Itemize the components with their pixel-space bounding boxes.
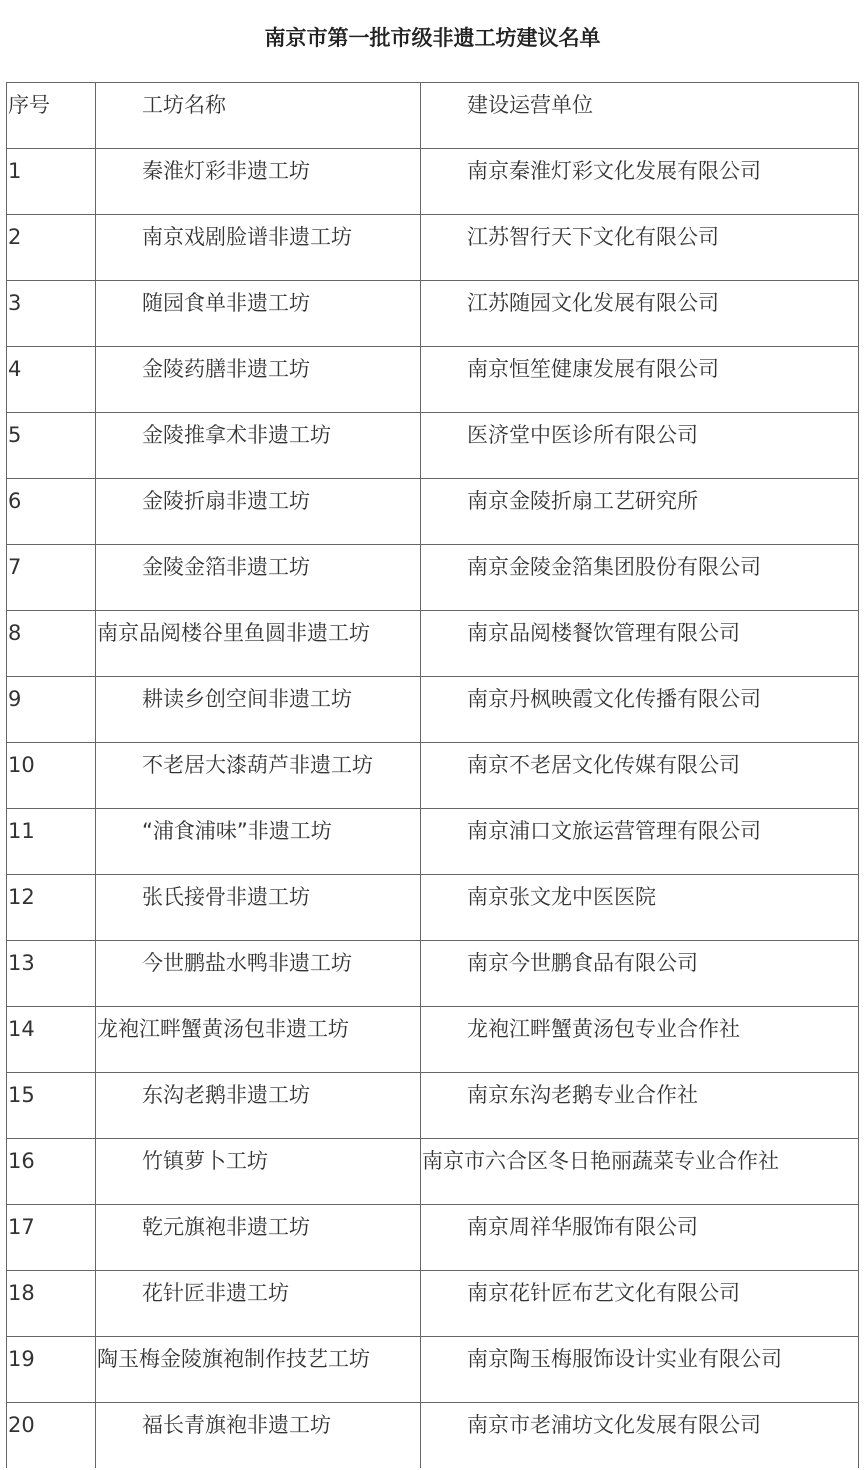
table-row bbox=[7, 941, 859, 1007]
table-row bbox=[7, 743, 859, 809]
cell-name: 金陵药膳非遗工坊 bbox=[96, 347, 421, 413]
cell-seq: 10 bbox=[7, 743, 96, 809]
table-header-row bbox=[7, 83, 859, 149]
cell-seq: 17 bbox=[7, 1205, 96, 1271]
cell-unit: 南京张文龙中医医院 bbox=[421, 875, 859, 941]
table-row bbox=[7, 1205, 859, 1271]
cell-unit: 南京不老居文化传媒有限公司 bbox=[421, 743, 859, 809]
cell-name: 张氏接骨非遗工坊 bbox=[96, 875, 421, 941]
cell-seq: 5 bbox=[7, 413, 96, 479]
cell-unit: 南京丹枫映霞文化传播有限公司 bbox=[421, 677, 859, 743]
cell-seq: 9 bbox=[7, 677, 96, 743]
table-row bbox=[7, 413, 859, 479]
cell-unit: 南京今世鹏食品有限公司 bbox=[421, 941, 859, 1007]
header-unit: 建设运营单位 bbox=[421, 83, 859, 149]
cell-unit: 南京秦淮灯彩文化发展有限公司 bbox=[421, 149, 859, 215]
cell-name: 今世鹏盐水鸭非遗工坊 bbox=[96, 941, 421, 1007]
cell-name: 竹镇萝卜工坊 bbox=[96, 1139, 421, 1205]
table-row bbox=[7, 1403, 859, 1469]
table-row bbox=[7, 809, 859, 875]
cell-name: 陶玉梅金陵旗袍制作技艺工坊 bbox=[96, 1337, 421, 1403]
cell-seq: 15 bbox=[7, 1073, 96, 1139]
table-row bbox=[7, 215, 859, 281]
cell-seq: 18 bbox=[7, 1271, 96, 1337]
workshop-table bbox=[6, 82, 859, 1468]
cell-name: 南京戏剧脸谱非遗工坊 bbox=[96, 215, 421, 281]
cell-name: 花针匠非遗工坊 bbox=[96, 1271, 421, 1337]
table-row bbox=[7, 347, 859, 413]
cell-unit: 南京市六合区冬日艳丽蔬菜专业合作社 bbox=[421, 1139, 859, 1205]
cell-name: 秦淮灯彩非遗工坊 bbox=[96, 149, 421, 215]
document-title: 南京市第一批市级非遗工坊建议名单 bbox=[264, 26, 601, 50]
cell-name: “浦食浦味”非遗工坊 bbox=[96, 809, 421, 875]
header-name: 工坊名称 bbox=[96, 83, 421, 149]
table-row bbox=[7, 1139, 859, 1205]
cell-seq: 13 bbox=[7, 941, 96, 1007]
cell-unit: 南京恒笙健康发展有限公司 bbox=[421, 347, 859, 413]
cell-unit: 南京浦口文旅运营管理有限公司 bbox=[421, 809, 859, 875]
cell-unit: 南京陶玉梅服饰设计实业有限公司 bbox=[421, 1337, 859, 1403]
cell-seq: 20 bbox=[7, 1403, 96, 1469]
cell-seq: 3 bbox=[7, 281, 96, 347]
table-row bbox=[7, 545, 859, 611]
cell-name: 南京品阅楼谷里鱼圆非遗工坊 bbox=[96, 611, 421, 677]
cell-name: 不老居大漆葫芦非遗工坊 bbox=[96, 743, 421, 809]
cell-unit: 南京东沟老鹅专业合作社 bbox=[421, 1073, 859, 1139]
cell-unit: 南京市老浦坊文化发展有限公司 bbox=[421, 1403, 859, 1469]
table-row bbox=[7, 149, 859, 215]
cell-unit: 南京品阅楼餐饮管理有限公司 bbox=[421, 611, 859, 677]
cell-seq: 6 bbox=[7, 479, 96, 545]
cell-unit: 江苏随园文化发展有限公司 bbox=[421, 281, 859, 347]
table-row bbox=[7, 281, 859, 347]
cell-name: 乾元旗袍非遗工坊 bbox=[96, 1205, 421, 1271]
cell-unit: 南京花针匠布艺文化有限公司 bbox=[421, 1271, 859, 1337]
cell-unit: 江苏智行天下文化有限公司 bbox=[421, 215, 859, 281]
cell-name: 金陵推拿术非遗工坊 bbox=[96, 413, 421, 479]
cell-unit: 医济堂中医诊所有限公司 bbox=[421, 413, 859, 479]
cell-seq: 8 bbox=[7, 611, 96, 677]
header-seq: 序号 bbox=[7, 83, 96, 149]
cell-seq: 12 bbox=[7, 875, 96, 941]
cell-seq: 16 bbox=[7, 1139, 96, 1205]
cell-seq: 19 bbox=[7, 1337, 96, 1403]
cell-seq: 4 bbox=[7, 347, 96, 413]
cell-name: 福长青旗袍非遗工坊 bbox=[96, 1403, 421, 1469]
table-row bbox=[7, 611, 859, 677]
table-row bbox=[7, 1337, 859, 1403]
cell-unit: 南京周祥华服饰有限公司 bbox=[421, 1205, 859, 1271]
cell-seq: 1 bbox=[7, 149, 96, 215]
cell-name: 耕读乡创空间非遗工坊 bbox=[96, 677, 421, 743]
cell-seq: 11 bbox=[7, 809, 96, 875]
cell-unit: 龙袍江畔蟹黄汤包专业合作社 bbox=[421, 1007, 859, 1073]
table-row bbox=[7, 479, 859, 545]
table-row bbox=[7, 677, 859, 743]
cell-unit: 南京金陵折扇工艺研究所 bbox=[421, 479, 859, 545]
table-row bbox=[7, 875, 859, 941]
table-row bbox=[7, 1271, 859, 1337]
cell-name: 金陵折扇非遗工坊 bbox=[96, 479, 421, 545]
cell-seq: 14 bbox=[7, 1007, 96, 1073]
cell-name: 龙袍江畔蟹黄汤包非遗工坊 bbox=[96, 1007, 421, 1073]
table-row bbox=[7, 1073, 859, 1139]
table-row bbox=[7, 1007, 859, 1073]
cell-name: 金陵金箔非遗工坊 bbox=[96, 545, 421, 611]
cell-name: 东沟老鹅非遗工坊 bbox=[96, 1073, 421, 1139]
cell-seq: 2 bbox=[7, 215, 96, 281]
cell-name: 随园食单非遗工坊 bbox=[96, 281, 421, 347]
cell-unit: 南京金陵金箔集团股份有限公司 bbox=[421, 545, 859, 611]
cell-seq: 7 bbox=[7, 545, 96, 611]
